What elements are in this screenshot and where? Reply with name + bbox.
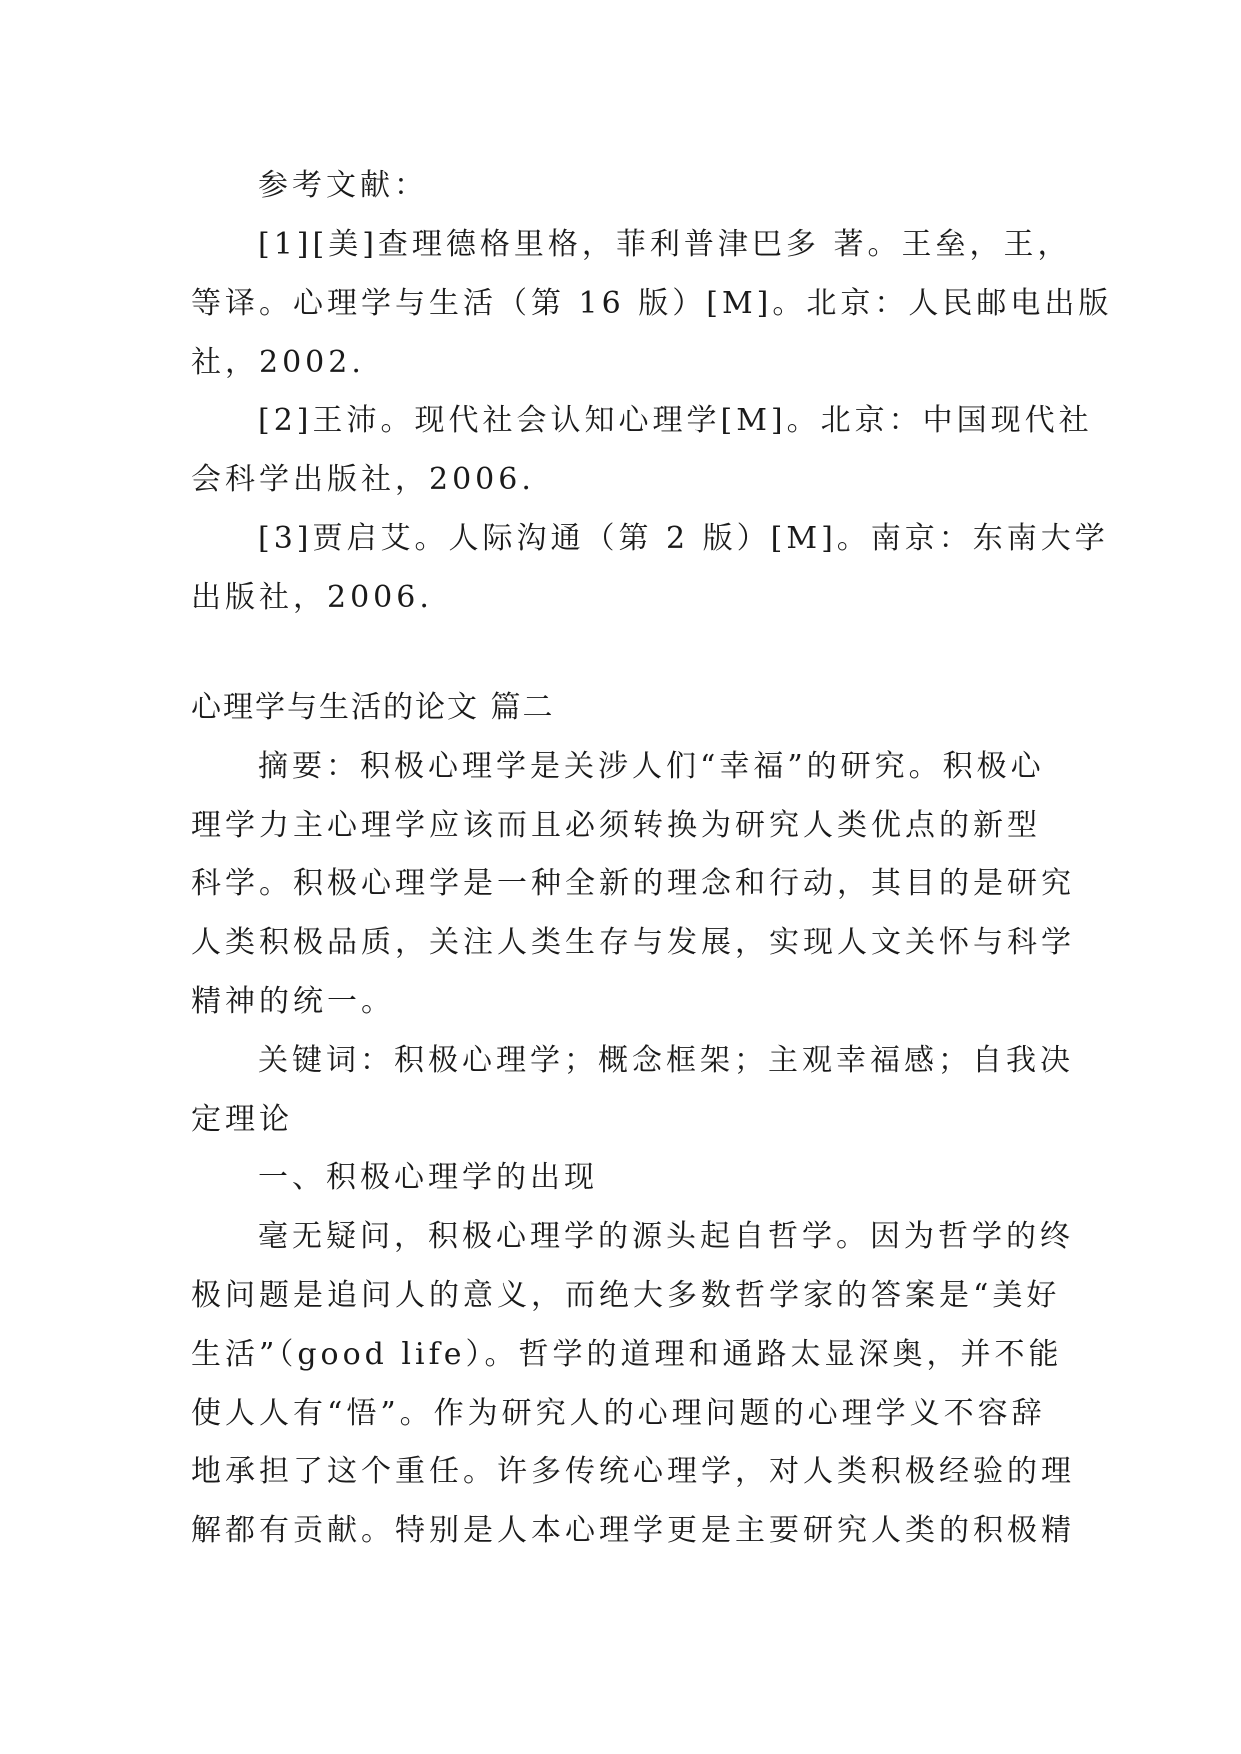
reference-1-line-1: [1][美]查理德格里格，菲利普津巴多 著。王垒，王， [258, 227, 1072, 262]
body-line-6: 解都有贡献。特别是人本心理学更是主要研究人类的积极精 [191, 1513, 1075, 1548]
reference-3-line-2: 出版社，2006. [191, 580, 433, 615]
section-title: 心理学与生活的论文 篇二 [191, 690, 555, 725]
abstract-line-4: 人类积极品质，关注人类生存与发展，实现人文关怀与科学 [191, 925, 1075, 960]
body-line-2: 极问题是追问人的意义，而绝大多数哲学家的答案是“美好 [191, 1278, 1061, 1313]
abstract-line-1: 摘要：积极心理学是关涉人们“幸福”的研究。积极心 [258, 749, 1045, 784]
reference-1-line-2: 等译。心理学与生活（第 16 版）[M]。北京：人民邮电出版 [191, 286, 1113, 321]
keywords-line-1: 关键词：积极心理学；概念框架；主观幸福感；自我决 [258, 1043, 1074, 1078]
keywords-line-2: 定理论 [191, 1102, 293, 1137]
abstract-line-5: 精神的统一。 [191, 984, 395, 1019]
body-line-4: 使人人有“悟”。作为研究人的心理问题的心理学义不容辞 [191, 1396, 1046, 1431]
subheading: 一、积极心理学的出现 [258, 1160, 598, 1195]
reference-2-line-1: [2]王沛。现代社会认知心理学[M]。北京：中国现代社 [258, 403, 1093, 438]
abstract-line-3: 科学。积极心理学是一种全新的理念和行动，其目的是研究 [191, 866, 1075, 901]
reference-2-line-2: 会科学出版社，2006. [191, 462, 535, 497]
body-line-1: 毫无疑问，积极心理学的源头起自哲学。因为哲学的终 [258, 1219, 1074, 1254]
reference-1-line-3: 社，2002. [191, 345, 365, 380]
body-line-3: 生活”（good life）。哲学的道理和通路太显深奥，并不能 [191, 1337, 1063, 1372]
reference-3-line-1: [3]贾启艾。人际沟通（第 2 版）[M]。南京：东南大学 [258, 521, 1109, 556]
references-title: 参考文献： [258, 168, 428, 203]
abstract-line-2: 理学力主心理学应该而且必须转换为研究人类优点的新型 [191, 808, 1041, 843]
body-line-5: 地承担了这个重任。许多传统心理学，对人类积极经验的理 [191, 1454, 1075, 1489]
